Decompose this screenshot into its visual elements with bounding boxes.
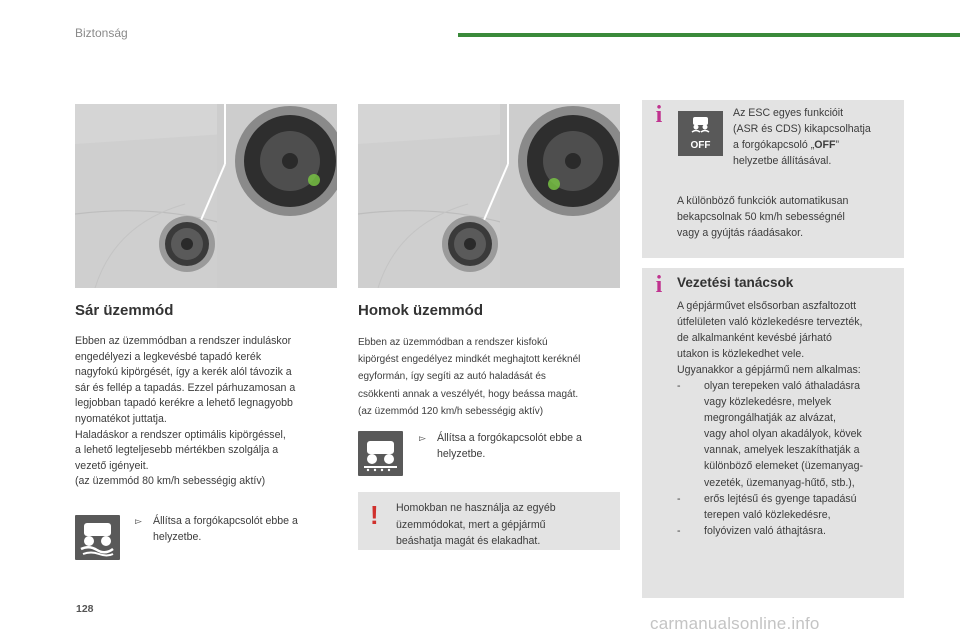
warning-line: Homokban ne használja az egyéb bbox=[396, 502, 556, 514]
mud-mode-icon bbox=[75, 515, 120, 560]
sand-mode-photo bbox=[358, 104, 620, 288]
auto-activation-text bbox=[677, 193, 892, 241]
sand-description bbox=[358, 334, 623, 420]
warning-line: beáshatja magát és elakadhat. bbox=[396, 535, 541, 547]
auto-line: A különböző funkciók automatikusan bbox=[677, 195, 849, 207]
mud-line: sár és fellép a tapadás. Ezzel párhuzamosan a bbox=[75, 381, 296, 394]
sand-instruction-line: helyzetbe. bbox=[437, 448, 486, 460]
esc-line: a forgókapcsoló „OFF” bbox=[733, 139, 839, 151]
mud-line: Ebben az üzemmódban a rendszer induláskor bbox=[75, 335, 292, 347]
auto-line: bekapcsolnak 50 km/h sebességnél bbox=[677, 211, 845, 223]
mud-section-title: Sár üzemmód bbox=[75, 302, 174, 319]
auto-line: vagy a gyújtás ráadásakor. bbox=[677, 227, 804, 239]
esc-line: Az ESC egyes funkcióit bbox=[733, 107, 844, 119]
sand-warning-box bbox=[358, 492, 620, 550]
mud-instruction bbox=[135, 513, 298, 545]
sand-section-title: Homok üzemmód bbox=[358, 302, 484, 319]
watermark: carmanualsonline.info bbox=[650, 614, 820, 633]
list-dash: - bbox=[677, 380, 681, 392]
warning-line: üzemmódokat, mert a gépjármű bbox=[396, 518, 546, 531]
driving-tips-title: Vezetési tanácsok bbox=[677, 275, 794, 290]
page-number: 128 bbox=[76, 603, 94, 615]
tips-line: utakon is közlekedhet vele. bbox=[677, 348, 805, 361]
info-icon: i bbox=[655, 272, 663, 298]
mud-line: a lehető legteljesebb mértékben szolgálja a bbox=[75, 444, 279, 457]
sand-instruction bbox=[419, 430, 582, 462]
sand-line: kipörgést engedélyez mindkét meghajtott keréknél bbox=[358, 354, 581, 366]
list-dash: - bbox=[677, 492, 681, 505]
esc-line: helyzetbe állításával. bbox=[733, 155, 832, 167]
header-green-bar bbox=[458, 33, 960, 37]
esc-off-icon bbox=[678, 111, 723, 156]
esc-line: (ASR és CDS) kikapcsolhatja bbox=[733, 123, 871, 135]
mud-line: Haladáskor a rendszer optimális kipörgéssel, bbox=[75, 428, 286, 441]
bullet-marker: ▻ bbox=[419, 433, 426, 443]
mud-line: legjobban tapadó kerékre a lehető legnagyobb bbox=[75, 397, 293, 410]
tips-line: Ugyanakkor a gépjármű nem alkalmas: bbox=[677, 364, 861, 377]
sand-instruction-line: Állítsa a forgókapcsolót ebbe a bbox=[437, 432, 582, 444]
off-label: OFF bbox=[814, 139, 836, 151]
tips-line: útfelületen való közlekedésre tervezték, bbox=[677, 316, 863, 329]
mud-line: vezető igényeit. bbox=[75, 459, 149, 472]
mud-line: engedélyezi a legkevésbé tapadó kerék bbox=[75, 350, 262, 363]
mud-description bbox=[75, 334, 340, 490]
mud-instruction-line: Állítsa a forgókapcsolót ebbe a bbox=[153, 515, 298, 527]
sand-mode-icon bbox=[358, 431, 403, 476]
list-dash: - bbox=[677, 524, 681, 537]
mud-instruction-line: helyzetbe. bbox=[153, 531, 202, 543]
driving-tips-list bbox=[677, 378, 899, 539]
list-item: - erős lejtésű és gyenge tapadású terepen való közlekedésre, bbox=[677, 492, 857, 521]
mud-line: (az üzemmód 80 km/h sebességig aktív) bbox=[75, 475, 266, 488]
list-item: - folyóvizen való áthajtásra. bbox=[677, 523, 899, 539]
header-section-title: Biztonság bbox=[75, 26, 128, 40]
esc-info-text bbox=[733, 105, 898, 169]
mud-line: nyomatékot juttatja. bbox=[75, 412, 167, 425]
tips-line: de alkalmanként kevésbé járható bbox=[677, 332, 832, 345]
mud-mode-photo bbox=[75, 104, 337, 288]
info-icon: i bbox=[655, 102, 663, 128]
driving-tips-intro bbox=[677, 298, 899, 378]
warning-icon: ! bbox=[370, 500, 379, 530]
list-item: - olyan terepeken való áthaladásra vagy közlekedésre, melyek megrongálhatják az alvázat, vagy ahol olyan akadályok, kövek vannak, amelyek leszakíthatják a különböző elemeket (üzemanyag- vezeték, üzemanyag-hűtő, stb.), bbox=[677, 380, 863, 489]
sand-line: egyformán, így segíti az autó haladását és bbox=[358, 371, 546, 383]
sand-warning-text bbox=[396, 500, 556, 550]
sand-line: (az üzemmód 120 km/h sebességig aktív) bbox=[358, 405, 544, 417]
tips-line: A gépjárművet elsősorban aszfaltozott bbox=[677, 300, 857, 312]
bullet-marker: ▻ bbox=[135, 516, 142, 526]
sand-line: Ebben az üzemmódban a rendszer kisfokú bbox=[358, 337, 548, 348]
mud-line: nagyfokú kipörgését, így a kerék alól távozik a bbox=[75, 366, 292, 379]
esc-off-label: OFF bbox=[690, 140, 711, 151]
sand-line: csökkenti annak a veszélyét, hogy beássa magát. bbox=[358, 388, 579, 400]
